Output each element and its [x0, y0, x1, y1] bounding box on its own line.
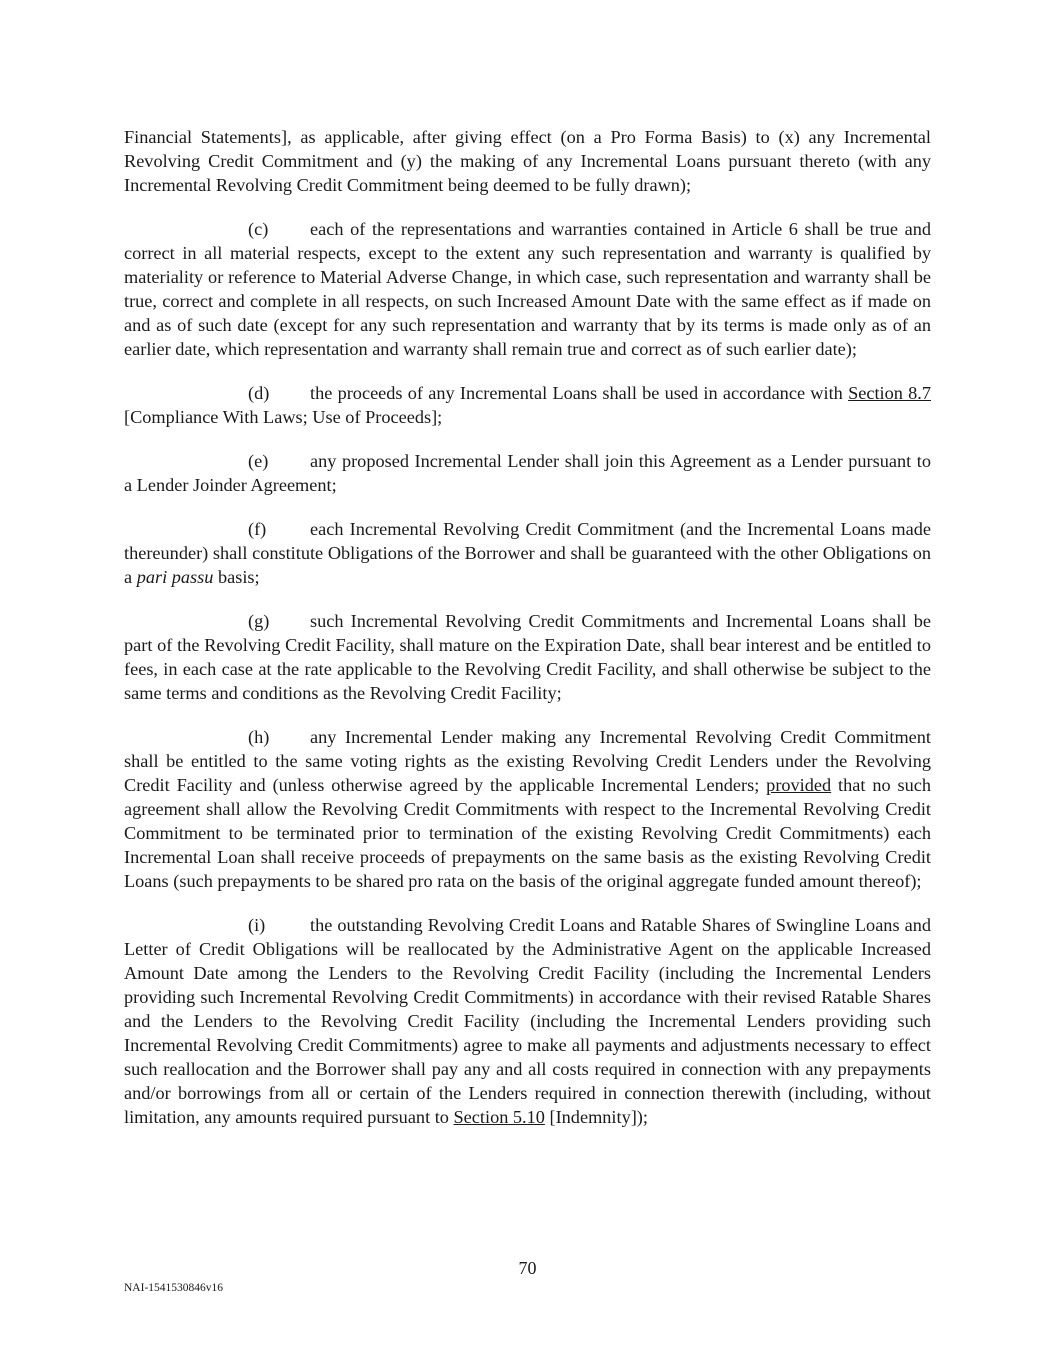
- pari-passu-term: pari passu: [136, 567, 214, 587]
- page-number: 70: [518, 1258, 537, 1278]
- document-body: [124, 125, 931, 1149]
- clause-c-label: (c): [248, 219, 269, 239]
- document-id: NAI-1541530846v16: [124, 1282, 224, 1294]
- section-8-7-reference[interactable]: Section 8.7: [848, 383, 931, 403]
- clause-d-label: (d): [248, 383, 270, 403]
- clause-g-text: such Incremental Revolving Credit Commitments and Incremental Loans shall be part of the Revolving Credit Facility, shall mature on the Expiration Date, shall bear interest and be entitled to fees, in each case at the rate applicable to the Revolving Credit Facility, and shall otherwise be subject to the same terms and conditions as the Revolving Credit Facility;: [124, 611, 931, 703]
- clause-d: (d) the proceeds of any Incremental Loans shall be used in accordance with Section 8.7 [Compliance With Laws; Use of Proceeds];: [124, 383, 931, 427]
- clause-c: [124, 217, 931, 361]
- clause-i: (i) the outstanding Revolving Credit Loans and Ratable Shares of Swingline Loans and Letter of Credit Obligations will be reallocated by the Administrative Agent on the applicable Increased Amount Date among the Lenders to the Revolving Credit Facility (including the Incremental Lenders providing such Incremental Revolving Credit Commitments) in accordance with their revised Ratable Shares and the Lenders to the Revolving Credit Facility (including the Incremental Lenders providing such Incremental Revolving Credit Commitments) agree to make all payments and adjustments necessary to effect such reallocation and the Borrower shall pay any and all costs required in connection with any prepayments and/or borrowings from all or certain of the Lenders required in connection therewith (including, without limitation, any amounts required pursuant to Section 5.10 [Indemnity]);: [124, 915, 931, 1127]
- clause-h-label: (h): [248, 727, 270, 747]
- clause-e: [124, 449, 931, 497]
- provided-term: provided: [766, 775, 832, 795]
- clause-e-label: (e): [248, 451, 269, 471]
- clause-h: (h) any Incremental Lender making any Incremental Revolving Credit Commitment shall be entitled to the same voting rights as the existing Revolving Credit Lenders under the Revolving Credit Facility and (unless otherwise agreed by the applicable Incremental Lenders; provided that no such agreement shall allow the Revolving Credit Commitments with respect to the Incremental Revolving Credit Commitment to be terminated prior to termination of the existing Revolving Credit Commitments) each Incremental Loan shall receive proceeds of prepayments on the same basis as the existing Revolving Credit Loans (such prepayments to be shared pro rata on the basis of the original aggregate funded amount thereof);: [124, 727, 931, 891]
- clause-f: (f) each Incremental Revolving Credit Commitment (and the Incremental Loans made thereunder) shall constitute Obligations of the Borrower and shall be guaranteed with the other Obligations on a pari passu basis;: [124, 519, 931, 587]
- clause-i-label: (i): [248, 915, 266, 935]
- section-5-10-reference[interactable]: Section 5.10: [453, 1107, 545, 1127]
- clause-f-label: (f): [248, 519, 267, 539]
- clause-g: [124, 609, 931, 705]
- intro-paragraph: Financial Statements], as applicable, after giving effect (on a Pro Forma Basis) to (x) any Incremental Revolving Credit Commitment and (y) the making of any Incremental Loans pursuant thereto (with any Incremental Revolving Credit Commitment being deemed to be fully drawn);: [124, 127, 931, 195]
- clause-e-text: any proposed Incremental Lender shall join this Agreement as a Lender pursuant to a Lender Joinder Agreement;: [124, 451, 931, 495]
- clause-c-text: each of the representations and warranties contained in Article 6 shall be true and correct in all material respects, except to the extent any such representation and warranty is qualified by materiality or reference to Material Adverse Change, in which case, such representation and warranty shall be true, correct and complete in all respects, on such Increased Amount Date with the same effect as if made on and as of such date (except for any such representation and warranty that by its terms is made only as of an earlier date, which representation and warranty shall remain true and correct as of such earlier date);: [124, 219, 931, 359]
- clause-g-label: (g): [248, 611, 270, 631]
